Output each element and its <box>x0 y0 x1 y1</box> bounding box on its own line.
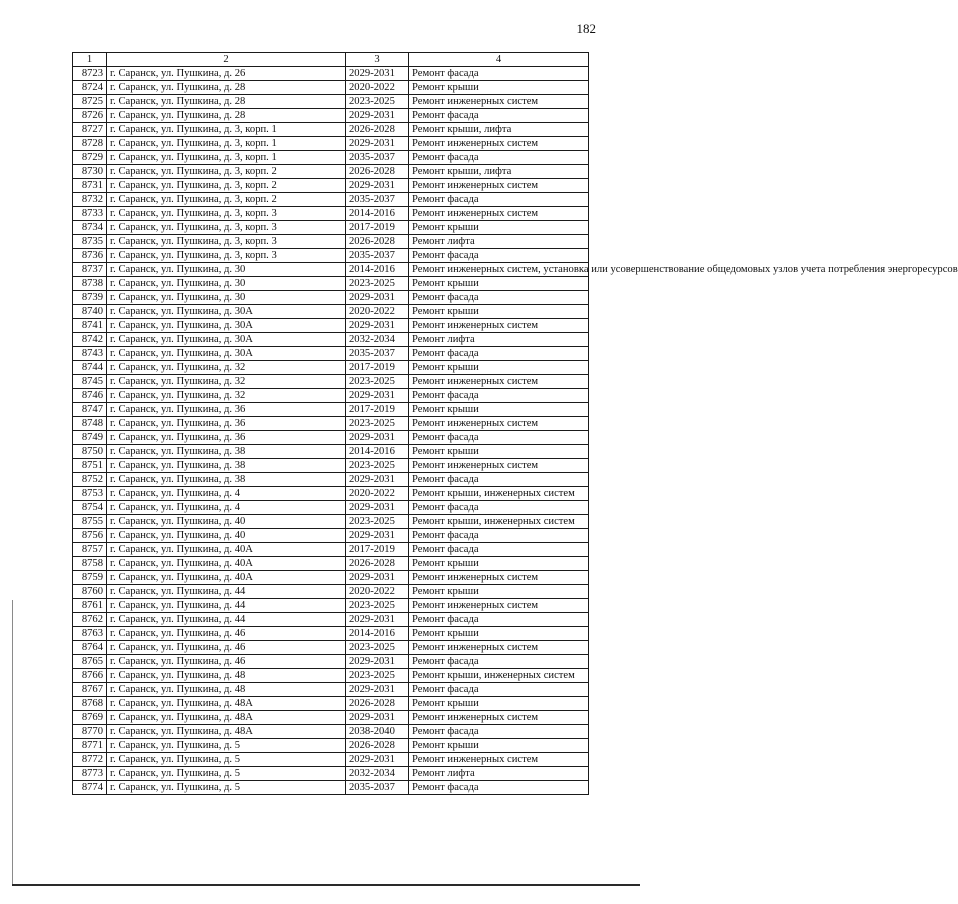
address-cell: г. Саранск, ул. Пушкина, д. 28 <box>107 95 346 109</box>
period-cell: 2020-2022 <box>346 585 409 599</box>
row-number-cell: 8755 <box>73 515 107 529</box>
row-number-cell: 8748 <box>73 417 107 431</box>
row-number-cell: 8773 <box>73 767 107 781</box>
address-cell: г. Саранск, ул. Пушкина, д. 5 <box>107 767 346 781</box>
period-cell: 2026-2028 <box>346 165 409 179</box>
address-cell: г. Саранск, ул. Пушкина, д. 3, корп. 1 <box>107 137 346 151</box>
table-row <box>73 753 589 767</box>
row-number-cell: 8733 <box>73 207 107 221</box>
address-cell: г. Саранск, ул. Пушкина, д. 3, корп. 3 <box>107 221 346 235</box>
table-row <box>73 529 589 543</box>
address-cell: г. Саранск, ул. Пушкина, д. 3, корп. 1 <box>107 151 346 165</box>
table-row <box>73 137 589 151</box>
row-number-cell: 8766 <box>73 669 107 683</box>
table-row <box>73 81 589 95</box>
row-number-cell: 8769 <box>73 711 107 725</box>
table-row <box>73 347 589 361</box>
row-number-cell: 8738 <box>73 277 107 291</box>
address-cell: г. Саранск, ул. Пушкина, д. 38 <box>107 445 346 459</box>
table-row <box>73 179 589 193</box>
period-cell: 2020-2022 <box>346 305 409 319</box>
row-number-cell: 8757 <box>73 543 107 557</box>
address-cell: г. Саранск, ул. Пушкина, д. 3, корп. 2 <box>107 165 346 179</box>
period-cell: 2026-2028 <box>346 739 409 753</box>
period-cell: 2032-2034 <box>346 333 409 347</box>
address-cell: г. Саранск, ул. Пушкина, д. 38 <box>107 473 346 487</box>
table-row <box>73 67 589 81</box>
table-row <box>73 109 589 123</box>
work-type-cell: Ремонт инженерных систем <box>409 375 589 389</box>
row-number-cell: 8728 <box>73 137 107 151</box>
table-row <box>73 501 589 515</box>
address-cell: г. Саранск, ул. Пушкина, д. 5 <box>107 739 346 753</box>
address-cell: г. Саранск, ул. Пушкина, д. 5 <box>107 781 346 795</box>
period-cell: 2032-2034 <box>346 767 409 781</box>
period-cell: 2029-2031 <box>346 67 409 81</box>
table-row <box>73 165 589 179</box>
period-cell: 2029-2031 <box>346 291 409 305</box>
row-number-cell: 8724 <box>73 81 107 95</box>
address-cell: г. Саранск, ул. Пушкина, д. 36 <box>107 431 346 445</box>
row-number-cell: 8750 <box>73 445 107 459</box>
page-number: 182 <box>576 21 596 36</box>
column-period-header: 3 <box>346 53 409 67</box>
table-row <box>73 249 589 263</box>
period-cell: 2029-2031 <box>346 389 409 403</box>
row-number-cell: 8761 <box>73 599 107 613</box>
work-type-cell: Ремонт фасада <box>409 151 589 165</box>
address-cell: г. Саранск, ул. Пушкина, д. 48А <box>107 697 346 711</box>
address-cell: г. Саранск, ул. Пушкина, д. 44 <box>107 599 346 613</box>
work-type-cell: Ремонт инженерных систем <box>409 641 589 655</box>
table-row <box>73 683 589 697</box>
work-type-cell: Ремонт крыши <box>409 627 589 641</box>
work-type-cell: Ремонт лифта <box>409 767 589 781</box>
table-row <box>73 669 589 683</box>
table-row <box>73 487 589 501</box>
address-cell: г. Саранск, ул. Пушкина, д. 28 <box>107 81 346 95</box>
row-number-cell: 8760 <box>73 585 107 599</box>
table-row <box>73 417 589 431</box>
row-number-cell: 8739 <box>73 291 107 305</box>
row-number-cell: 8768 <box>73 697 107 711</box>
table-row <box>73 431 589 445</box>
table-row <box>73 627 589 641</box>
period-cell: 2023-2025 <box>346 277 409 291</box>
period-cell: 2014-2016 <box>346 627 409 641</box>
row-number-cell: 8730 <box>73 165 107 179</box>
page-bottom-rule <box>12 884 640 886</box>
table-row <box>73 389 589 403</box>
address-cell: г. Саранск, ул. Пушкина, д. 30 <box>107 277 346 291</box>
period-cell: 2029-2031 <box>346 683 409 697</box>
address-cell: г. Саранск, ул. Пушкина, д. 28 <box>107 109 346 123</box>
work-type-cell: Ремонт фасада <box>409 389 589 403</box>
table-row <box>73 459 589 473</box>
address-cell: г. Саранск, ул. Пушкина, д. 48 <box>107 669 346 683</box>
work-type-cell: Ремонт фасада <box>409 109 589 123</box>
row-number-cell: 8734 <box>73 221 107 235</box>
address-cell: г. Саранск, ул. Пушкина, д. 32 <box>107 389 346 403</box>
work-type-cell: Ремонт крыши <box>409 403 589 417</box>
row-number-cell: 8762 <box>73 613 107 627</box>
scan-edge-line <box>12 600 13 884</box>
period-cell: 2029-2031 <box>346 501 409 515</box>
address-cell: г. Саранск, ул. Пушкина, д. 40А <box>107 571 346 585</box>
table-row <box>73 333 589 347</box>
work-type-cell: Ремонт крыши <box>409 585 589 599</box>
table-row <box>73 697 589 711</box>
row-number-cell: 8759 <box>73 571 107 585</box>
work-type-cell: Ремонт инженерных систем, установка или усовершенствование общедомовых узлов учета потребления энергоресурсов <box>409 263 589 277</box>
period-cell: 2035-2037 <box>346 347 409 361</box>
row-number-cell: 8725 <box>73 95 107 109</box>
address-cell: г. Саранск, ул. Пушкина, д. 30А <box>107 347 346 361</box>
period-cell: 2035-2037 <box>346 249 409 263</box>
work-type-cell: Ремонт фасада <box>409 249 589 263</box>
work-type-cell: Ремонт инженерных систем <box>409 599 589 613</box>
work-type-cell: Ремонт крыши <box>409 81 589 95</box>
column-number-header: 1 <box>73 53 107 67</box>
row-number-cell: 8756 <box>73 529 107 543</box>
work-type-cell: Ремонт крыши, лифта <box>409 165 589 179</box>
column-number-row <box>73 53 589 67</box>
address-cell: г. Саранск, ул. Пушкина, д. 48А <box>107 711 346 725</box>
row-number-cell: 8754 <box>73 501 107 515</box>
row-number-cell: 8747 <box>73 403 107 417</box>
period-cell: 2023-2025 <box>346 599 409 613</box>
row-number-cell: 8765 <box>73 655 107 669</box>
address-cell: г. Саранск, ул. Пушкина, д. 48 <box>107 683 346 697</box>
row-number-cell: 8744 <box>73 361 107 375</box>
period-cell: 2029-2031 <box>346 431 409 445</box>
period-cell: 2023-2025 <box>346 417 409 431</box>
work-type-cell: Ремонт инженерных систем <box>409 207 589 221</box>
table-row <box>73 263 589 277</box>
row-number-cell: 8758 <box>73 557 107 571</box>
work-type-cell: Ремонт инженерных систем <box>409 571 589 585</box>
row-number-cell: 8723 <box>73 67 107 81</box>
work-type-cell: Ремонт фасада <box>409 431 589 445</box>
table-row <box>73 655 589 669</box>
row-number-cell: 8727 <box>73 123 107 137</box>
address-cell: г. Саранск, ул. Пушкина, д. 30А <box>107 333 346 347</box>
table-row <box>73 781 589 795</box>
period-cell: 2014-2016 <box>346 263 409 277</box>
period-cell: 2026-2028 <box>346 123 409 137</box>
address-cell: г. Саранск, ул. Пушкина, д. 46 <box>107 641 346 655</box>
row-number-cell: 8745 <box>73 375 107 389</box>
row-number-cell: 8753 <box>73 487 107 501</box>
period-cell: 2029-2031 <box>346 571 409 585</box>
column-address-header: 2 <box>107 53 346 67</box>
work-type-cell: Ремонт крыши, инженерных систем <box>409 515 589 529</box>
address-cell: г. Саранск, ул. Пушкина, д. 3, корп. 2 <box>107 193 346 207</box>
work-type-cell: Ремонт крыши <box>409 445 589 459</box>
work-type-cell: Ремонт фасада <box>409 67 589 81</box>
address-cell: г. Саранск, ул. Пушкина, д. 32 <box>107 375 346 389</box>
period-cell: 2023-2025 <box>346 95 409 109</box>
work-type-cell: Ремонт фасада <box>409 193 589 207</box>
address-cell: г. Саранск, ул. Пушкина, д. 30А <box>107 319 346 333</box>
period-cell: 2029-2031 <box>346 137 409 151</box>
row-number-cell: 8741 <box>73 319 107 333</box>
period-cell: 2029-2031 <box>346 109 409 123</box>
row-number-cell: 8774 <box>73 781 107 795</box>
table-row <box>73 305 589 319</box>
address-cell: г. Саранск, ул. Пушкина, д. 30 <box>107 291 346 305</box>
address-cell: г. Саранск, ул. Пушкина, д. 3, корп. 3 <box>107 235 346 249</box>
row-number-cell: 8770 <box>73 725 107 739</box>
row-number-cell: 8767 <box>73 683 107 697</box>
period-cell: 2029-2031 <box>346 613 409 627</box>
table-row <box>73 599 589 613</box>
address-cell: г. Саранск, ул. Пушкина, д. 26 <box>107 67 346 81</box>
row-number-cell: 8732 <box>73 193 107 207</box>
work-type-cell: Ремонт фасада <box>409 683 589 697</box>
address-cell: г. Саранск, ул. Пушкина, д. 36 <box>107 417 346 431</box>
period-cell: 2017-2019 <box>346 403 409 417</box>
work-type-cell: Ремонт фасада <box>409 543 589 557</box>
address-cell: г. Саранск, ул. Пушкина, д. 38 <box>107 459 346 473</box>
work-type-cell: Ремонт инженерных систем <box>409 137 589 151</box>
period-cell: 2014-2016 <box>346 207 409 221</box>
period-cell: 2023-2025 <box>346 515 409 529</box>
work-type-cell: Ремонт фасада <box>409 291 589 305</box>
period-cell: 2023-2025 <box>346 375 409 389</box>
row-number-cell: 8737 <box>73 263 107 277</box>
table-row <box>73 445 589 459</box>
work-type-cell: Ремонт инженерных систем <box>409 179 589 193</box>
table-row <box>73 767 589 781</box>
work-type-cell: Ремонт крыши <box>409 557 589 571</box>
work-type-cell: Ремонт инженерных систем <box>409 319 589 333</box>
address-cell: г. Саранск, ул. Пушкина, д. 30А <box>107 305 346 319</box>
work-type-cell: Ремонт фасада <box>409 347 589 361</box>
work-type-cell: Ремонт фасада <box>409 501 589 515</box>
row-number-cell: 8743 <box>73 347 107 361</box>
work-type-cell: Ремонт инженерных систем <box>409 711 589 725</box>
work-type-cell: Ремонт крыши <box>409 697 589 711</box>
table-row <box>73 585 589 599</box>
period-cell: 2023-2025 <box>346 641 409 655</box>
table-row <box>73 543 589 557</box>
period-cell: 2023-2025 <box>346 669 409 683</box>
period-cell: 2029-2031 <box>346 529 409 543</box>
period-cell: 2029-2031 <box>346 655 409 669</box>
period-cell: 2023-2025 <box>346 459 409 473</box>
work-type-cell: Ремонт фасада <box>409 529 589 543</box>
address-cell: г. Саранск, ул. Пушкина, д. 4 <box>107 487 346 501</box>
period-cell: 2020-2022 <box>346 81 409 95</box>
address-cell: г. Саранск, ул. Пушкина, д. 40 <box>107 515 346 529</box>
work-type-cell: Ремонт лифта <box>409 333 589 347</box>
period-cell: 2038-2040 <box>346 725 409 739</box>
address-cell: г. Саранск, ул. Пушкина, д. 3, корп. 3 <box>107 249 346 263</box>
table-row <box>73 95 589 109</box>
period-cell: 2035-2037 <box>346 193 409 207</box>
work-type-cell: Ремонт крыши <box>409 739 589 753</box>
address-cell: г. Саранск, ул. Пушкина, д. 32 <box>107 361 346 375</box>
period-cell: 2029-2031 <box>346 319 409 333</box>
row-number-cell: 8735 <box>73 235 107 249</box>
period-cell: 2026-2028 <box>346 697 409 711</box>
work-type-cell: Ремонт фасада <box>409 781 589 795</box>
table-row <box>73 571 589 585</box>
table-row <box>73 375 589 389</box>
work-type-cell: Ремонт крыши <box>409 221 589 235</box>
address-cell: г. Саранск, ул. Пушкина, д. 46 <box>107 655 346 669</box>
period-cell: 2017-2019 <box>346 361 409 375</box>
table-row <box>73 277 589 291</box>
work-type-cell: Ремонт лифта <box>409 235 589 249</box>
column-work-header: 4 <box>409 53 589 67</box>
table-row <box>73 291 589 305</box>
table-row <box>73 361 589 375</box>
work-type-cell: Ремонт фасада <box>409 725 589 739</box>
address-cell: г. Саранск, ул. Пушкина, д. 40А <box>107 543 346 557</box>
row-number-cell: 8726 <box>73 109 107 123</box>
table-row <box>73 613 589 627</box>
address-cell: г. Саранск, ул. Пушкина, д. 30 <box>107 263 346 277</box>
table-body <box>73 67 958 795</box>
row-number-cell: 8729 <box>73 151 107 165</box>
address-cell: г. Саранск, ул. Пушкина, д. 48А <box>107 725 346 739</box>
address-cell: г. Саранск, ул. Пушкина, д. 5 <box>107 753 346 767</box>
period-cell: 2029-2031 <box>346 753 409 767</box>
row-number-cell: 8752 <box>73 473 107 487</box>
work-type-cell: Ремонт крыши <box>409 277 589 291</box>
table-row <box>73 235 589 249</box>
period-cell: 2014-2016 <box>346 445 409 459</box>
table-row <box>73 739 589 753</box>
row-number-cell: 8749 <box>73 431 107 445</box>
work-type-cell: Ремонт крыши <box>409 361 589 375</box>
table-row <box>73 403 589 417</box>
table-row <box>73 207 589 221</box>
table-row <box>73 151 589 165</box>
address-cell: г. Саранск, ул. Пушкина, д. 44 <box>107 585 346 599</box>
period-cell: 2017-2019 <box>346 221 409 235</box>
work-type-cell: Ремонт крыши <box>409 305 589 319</box>
address-cell: г. Саранск, ул. Пушкина, д. 40А <box>107 557 346 571</box>
period-cell: 2029-2031 <box>346 473 409 487</box>
work-type-cell: Ремонт крыши, лифта <box>409 123 589 137</box>
row-number-cell: 8772 <box>73 753 107 767</box>
row-number-cell: 8742 <box>73 333 107 347</box>
address-cell: г. Саранск, ул. Пушкина, д. 44 <box>107 613 346 627</box>
table-row <box>73 473 589 487</box>
row-number-cell: 8736 <box>73 249 107 263</box>
address-cell: г. Саранск, ул. Пушкина, д. 40 <box>107 529 346 543</box>
row-number-cell: 8746 <box>73 389 107 403</box>
work-type-cell: Ремонт инженерных систем <box>409 753 589 767</box>
period-cell: 2035-2037 <box>346 151 409 165</box>
row-number-cell: 8771 <box>73 739 107 753</box>
table-row <box>73 123 589 137</box>
work-type-cell: Ремонт крыши, инженерных систем <box>409 487 589 501</box>
row-number-cell: 8751 <box>73 459 107 473</box>
period-cell: 2026-2028 <box>346 557 409 571</box>
table-row <box>73 319 589 333</box>
table-row <box>73 711 589 725</box>
table-row <box>73 557 589 571</box>
work-type-cell: Ремонт фасада <box>409 473 589 487</box>
address-cell: г. Саранск, ул. Пушкина, д. 46 <box>107 627 346 641</box>
address-cell: г. Саранск, ул. Пушкина, д. 3, корп. 2 <box>107 179 346 193</box>
work-type-cell: Ремонт инженерных систем <box>409 95 589 109</box>
period-cell: 2035-2037 <box>346 781 409 795</box>
table-row <box>73 725 589 739</box>
work-type-cell: Ремонт инженерных систем <box>409 459 589 473</box>
row-number-cell: 8731 <box>73 179 107 193</box>
repair-schedule-table <box>72 52 958 795</box>
table-row <box>73 515 589 529</box>
row-number-cell: 8763 <box>73 627 107 641</box>
table-row <box>73 641 589 655</box>
table-row <box>73 221 589 235</box>
period-cell: 2020-2022 <box>346 487 409 501</box>
address-cell: г. Саранск, ул. Пушкина, д. 3, корп. 1 <box>107 123 346 137</box>
period-cell: 2026-2028 <box>346 235 409 249</box>
work-type-cell: Ремонт инженерных систем <box>409 417 589 431</box>
work-type-cell: Ремонт крыши, инженерных систем <box>409 669 589 683</box>
address-cell: г. Саранск, ул. Пушкина, д. 3, корп. 3 <box>107 207 346 221</box>
row-number-cell: 8740 <box>73 305 107 319</box>
address-cell: г. Саранск, ул. Пушкина, д. 4 <box>107 501 346 515</box>
period-cell: 2029-2031 <box>346 179 409 193</box>
address-cell: г. Саранск, ул. Пушкина, д. 36 <box>107 403 346 417</box>
period-cell: 2029-2031 <box>346 711 409 725</box>
period-cell: 2017-2019 <box>346 543 409 557</box>
table-row <box>73 193 589 207</box>
work-type-cell: Ремонт фасада <box>409 613 589 627</box>
work-type-cell: Ремонт фасада <box>409 655 589 669</box>
row-number-cell: 8764 <box>73 641 107 655</box>
